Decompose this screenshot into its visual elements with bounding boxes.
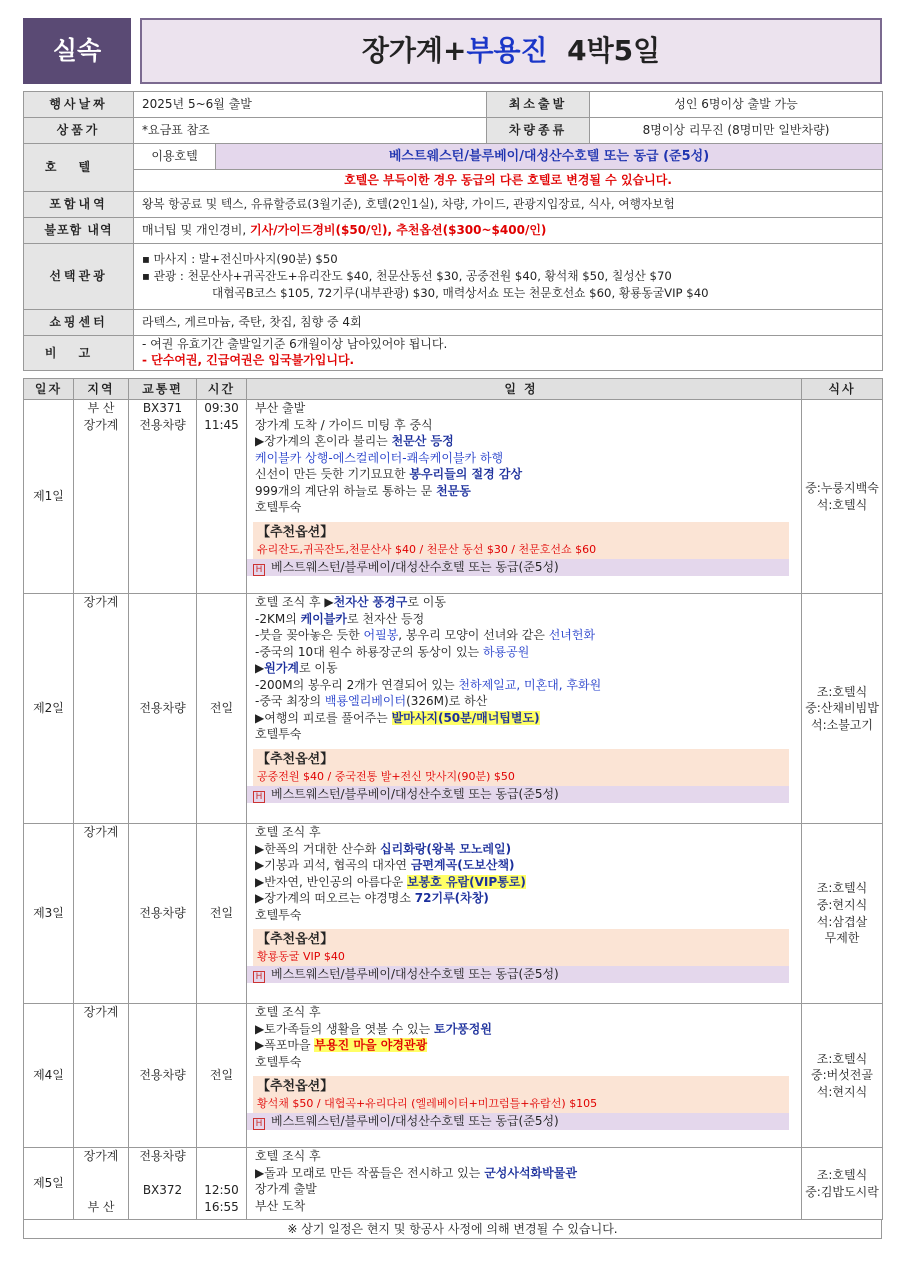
line-text: 로 천자산 등정	[346, 611, 425, 626]
itinerary-line	[255, 644, 793, 661]
footer-note: ※ 상기 일정은 현지 및 항공사 사정에 의해 변경될 수 있습니다.	[23, 1219, 882, 1239]
day-label: 제3일	[24, 824, 74, 1004]
line-text: -붓을 꽂아놓은 듯한	[255, 628, 364, 643]
shopping-value: 라텍스, 게르마늄, 죽탄, 찻집, 침향 중 4회	[134, 310, 883, 336]
day-itinerary	[247, 824, 802, 1004]
day-time: 전일	[197, 594, 247, 824]
option-text: 유리잔도,귀곡잔도,천문산사 $40 / 천문산 동선 $30 / 천문호선쇼 $60	[257, 542, 597, 556]
line-text: 999개의 계단위 하늘로 통하는 문	[255, 483, 437, 498]
day-transport: 전용차량	[129, 824, 197, 1004]
day-region: 장가계	[74, 1004, 129, 1148]
option-heading: 【추천옵션】	[257, 1079, 334, 1095]
line-text: ▶돌과 모래로 만든 작품들은 전시하고 있는	[255, 1165, 485, 1180]
hotel-icon: H	[253, 564, 265, 576]
day-itinerary	[247, 1004, 802, 1148]
period-value: 2025년 5~6월 출발	[134, 92, 487, 118]
price-value: *요금표 참조	[134, 118, 487, 144]
line-text: ▶장가계의 혼이라 불리는	[255, 434, 392, 449]
hotel-line	[247, 786, 789, 803]
itinerary-line	[255, 677, 793, 694]
min-label: 최소출발	[487, 92, 590, 118]
included-label: 포함내역	[24, 192, 134, 218]
col-itinerary: 일정	[247, 379, 802, 400]
meal-dinner-note: 무제한	[824, 931, 860, 946]
time-depart: 12:50	[204, 1183, 239, 1197]
day-transport	[129, 1148, 197, 1220]
day-meals	[802, 594, 883, 824]
day-meals	[802, 400, 883, 594]
option-text: 공중전원 $40 / 중국전통 발+전신 맛사지(90분) $50	[257, 769, 515, 783]
line-highlight: 천문산 등정	[391, 434, 454, 449]
itinerary-line: 호텔투숙	[255, 907, 302, 922]
day-meals	[802, 1148, 883, 1220]
line-place: 천하제일교, 미혼대, 후화원	[458, 677, 602, 692]
shopping-label: 쇼핑센터	[24, 310, 134, 336]
day-meals	[802, 1004, 883, 1148]
itinerary-line	[255, 466, 793, 483]
meal-lunch: 중:산채비빔밥	[805, 701, 879, 716]
info-table	[23, 91, 883, 371]
min-value: 성인 6명이상 출발 가능	[590, 92, 883, 118]
day-time: 전일	[197, 1004, 247, 1148]
option-tour-2: 대협곡B코스 $105, 72기루(내부관광) $30, 매력상서쇼 또는 천문호선쇼 $60, 황룡동굴VIP $40	[212, 285, 709, 300]
meal-lunch: 중:현지식	[816, 897, 868, 912]
title-dest-b: 부용진	[466, 33, 548, 67]
hotel-line	[247, 559, 789, 576]
hotel-icon: H	[253, 791, 265, 803]
line-text: ▶장가계의 떠오르는 야경명소	[255, 891, 415, 906]
itinerary-line: 호텔투숙	[255, 727, 302, 742]
line-text: ▶토가족들의 생활을 엿볼 수 있는	[255, 1021, 434, 1036]
day-row-3	[24, 824, 883, 1004]
hotel-icon: H	[253, 1118, 265, 1130]
line-highlight: 토가풍정원	[434, 1021, 492, 1036]
remarks-value	[134, 336, 883, 371]
meal-dinner: 석:호텔식	[816, 497, 868, 512]
itinerary-line	[255, 710, 793, 727]
itinerary-line	[255, 611, 793, 628]
line-place: 선녀헌화	[548, 628, 596, 643]
itinerary-line: 호텔 조식 후	[255, 1005, 321, 1019]
line-text: -중국의 10대 원수 하룡장군의 동상이 있는	[255, 644, 483, 659]
line-highlight: 원가계	[264, 661, 300, 676]
remarks-label: 비고	[24, 336, 134, 371]
hotel-text: 베스트웨스턴/블루베이/대성산수호텔 또는 동급(준5성)	[271, 1114, 559, 1129]
included-value: 왕복 항공료 및 텍스, 유류할증료(3월기준), 호텔(2인1실), 차량, 가이드, 관광지입장료, 식사, 여행자보험	[134, 192, 883, 218]
vehicle-type: 전용차량	[139, 417, 186, 432]
line-highlight: 천자산 풍경구	[333, 595, 408, 609]
time-depart: 09:30	[204, 401, 239, 415]
itinerary-line	[255, 594, 793, 611]
itinerary-line: 호텔 조식 후	[255, 1149, 321, 1163]
recommended-option-box	[253, 522, 789, 559]
line-text: 신선이 만든 듯한 기기묘묘한	[255, 467, 410, 482]
title-duration: 4박5일	[567, 33, 661, 67]
col-time: 시간	[197, 379, 247, 400]
recommended-option-box	[253, 1076, 789, 1113]
hotel-line	[247, 1113, 789, 1130]
meal-lunch: 중:누룽지백숙	[805, 480, 879, 495]
line-text: , 봉우리 모양이 선녀와 같은	[398, 628, 549, 643]
flight-number: BX371	[142, 401, 183, 415]
option-massage: ▪ 마사지 : 발+전신마사지(90분) $50	[142, 252, 338, 267]
options-label: 선택관광	[24, 244, 134, 310]
hotel-line	[247, 966, 789, 983]
schedule-table	[23, 378, 883, 1220]
hotel-note: 호텔은 부득이한 경우 동급의 다른 호텔로 변경될 수 있습니다.	[134, 170, 883, 192]
meal-breakfast: 조:호텔식	[816, 684, 868, 699]
day-transport: 전용차량	[129, 594, 197, 824]
meal-dinner: 석:현지식	[816, 1084, 868, 1099]
meal-breakfast: 조:호텔식	[816, 881, 868, 896]
itinerary-line	[255, 857, 793, 874]
itinerary-line: 장가계 도착 / 가이드 미팅 후 중식	[255, 417, 433, 432]
line-text: ▶한폭의 거대한 산수화	[255, 841, 381, 856]
day-time	[197, 1148, 247, 1220]
category-badge: 실속	[23, 18, 131, 84]
options-value	[134, 244, 883, 310]
day-transport	[129, 400, 197, 594]
page-title	[140, 18, 882, 84]
itinerary-line	[255, 1037, 793, 1054]
flight-number: BX372	[142, 1182, 183, 1197]
itinerary-line	[255, 1165, 793, 1182]
period-label: 행사날짜	[24, 92, 134, 118]
region-arrive: 장가계	[83, 417, 119, 432]
col-region: 지역	[74, 379, 129, 400]
itinerary-line	[255, 874, 793, 891]
line-text: ▶반자연, 반인공의 아름다운	[255, 874, 407, 889]
line-highlight: 금편계곡(도보산책)	[410, 858, 515, 873]
meal-lunch: 중:버섯전골	[810, 1068, 873, 1083]
excluded-text: 매너팁 및 개인경비,	[142, 223, 250, 238]
itinerary-line	[255, 433, 793, 450]
line-text: -2KM의	[255, 611, 301, 626]
col-day: 일자	[24, 379, 74, 400]
option-text: 황룡동굴 VIP $40	[257, 950, 345, 964]
line-highlight: 발마사지(50분/매너팁별도)	[391, 710, 540, 725]
itinerary-line	[255, 483, 793, 500]
day-itinerary	[247, 400, 802, 594]
day-row-1	[24, 400, 883, 594]
line-text: 호텔 조식 후 ▶	[255, 595, 334, 609]
day-itinerary	[247, 594, 802, 824]
day-row-2	[24, 594, 883, 824]
option-text: 황석채 $50 / 대협곡+유리다리 (엘레베이터+미끄럼틀+유람선) $105	[257, 1097, 598, 1111]
hotel-name: 베스트웨스턴/블루베이/대성산수호텔 또는 동급 (준5성)	[216, 144, 883, 170]
day-region: 장가계	[74, 824, 129, 1004]
line-text: -중국 최장의	[255, 694, 325, 709]
meal-lunch: 중:김밥도시락	[805, 1184, 879, 1199]
line-text: ▶	[255, 661, 265, 676]
itinerary-line	[255, 627, 793, 644]
recommended-option-box	[253, 749, 789, 786]
day-label: 제5일	[24, 1148, 74, 1220]
day-meals	[802, 824, 883, 1004]
line-highlight: 부용진 마을 야경관광	[314, 1038, 428, 1053]
day-row-4	[24, 1004, 883, 1148]
day-itinerary	[247, 1148, 802, 1220]
itinerary-line	[255, 841, 793, 858]
col-meal: 식사	[802, 379, 883, 400]
itinerary-line	[255, 890, 793, 907]
time-arrive: 11:45	[204, 417, 239, 432]
line-highlight: 72기루(차창)	[414, 891, 489, 906]
day-region: 장가계	[74, 594, 129, 824]
hotel-label: 호텔	[24, 144, 134, 192]
title-dest-a: 장가계	[361, 33, 443, 67]
itinerary-line: 장가계 출발	[255, 1182, 317, 1197]
day-transport: 전용차량	[129, 1004, 197, 1148]
line-text: (326M)로 하산	[406, 694, 488, 709]
meal-dinner: 석:삼겹살	[816, 914, 868, 929]
line-text: 로 이동	[299, 661, 338, 676]
itinerary-line	[255, 660, 793, 677]
hotel-text: 베스트웨스턴/블루베이/대성산수호텔 또는 동급(준5성)	[271, 787, 559, 802]
day-label: 제1일	[24, 400, 74, 594]
itinerary-line: 케이블카 상행-에스컬레이터-쾌속케이블카 하행	[255, 450, 504, 465]
remark-passport: - 여권 유효기간 출발일기준 6개월이상 남아있어야 됩니다.	[142, 337, 448, 352]
option-tour-1: ▪ 관광 : 천문산사+귀곡잔도+유리잔도 $40, 천문산동선 $30, 공중전원 $40, 황석채 $50, 칠성산 $70	[142, 269, 672, 284]
meal-breakfast: 조:호텔식	[816, 1167, 868, 1182]
meal-breakfast: 조:호텔식	[816, 1051, 868, 1066]
day-label: 제4일	[24, 1004, 74, 1148]
option-heading: 【추천옵션】	[257, 932, 334, 948]
day-label: 제2일	[24, 594, 74, 824]
line-place: 하룡공원	[482, 644, 530, 659]
line-text: 로 이동	[407, 595, 446, 609]
hotel-text: 베스트웨스턴/블루베이/대성산수호텔 또는 동급(준5성)	[271, 967, 559, 982]
itinerary-line: 부산 도착	[255, 1198, 306, 1213]
line-text: -200M의 봉우리 2개가 연결되어 있는	[255, 677, 459, 692]
itinerary-line	[255, 1021, 793, 1038]
itinerary-line: 호텔 조식 후	[255, 825, 321, 839]
line-highlight: 천문동	[436, 483, 471, 498]
line-highlight: 봉우리들의 절경 감상	[409, 467, 523, 482]
itinerary-line: 호텔투숙	[255, 1054, 302, 1069]
line-text: ▶폭포마을	[255, 1038, 315, 1053]
price-label: 상품가	[24, 118, 134, 144]
day-region	[74, 1148, 129, 1220]
excluded-fees: 기사/가이드경비($50/인), 추천옵션($300~$400/인)	[250, 223, 547, 238]
excluded-value	[134, 218, 883, 244]
recommended-option-box	[253, 929, 789, 966]
vehicle-label: 차량종류	[487, 118, 590, 144]
line-text: ▶기봉과 괴석, 협곡의 대자연	[255, 858, 411, 873]
vehicle-value: 8명이상 리무진 (8명미만 일반차량)	[590, 118, 883, 144]
line-text: ▶여행의 피로를 풀어주는	[255, 710, 392, 725]
excluded-label: 불포함 내역	[24, 218, 134, 244]
meal-dinner: 석:소불고기	[810, 717, 873, 732]
itinerary-line: 부산 출발	[255, 401, 306, 415]
remark-entry: - 단수여권, 긴급여권은 입국불가입니다.	[142, 353, 355, 367]
page-header	[23, 18, 882, 84]
line-highlight: 케이블카	[300, 611, 347, 626]
region-arrive: 부 산	[87, 1199, 115, 1214]
day-row-5	[24, 1148, 883, 1220]
line-place: 어필봉	[363, 628, 399, 643]
line-highlight: 보봉호 유람(VIP통로)	[407, 874, 526, 889]
option-heading: 【추천옵션】	[257, 751, 334, 767]
day-time	[197, 400, 247, 594]
itinerary-line: 호텔투숙	[255, 500, 302, 515]
hotel-icon: H	[253, 971, 265, 983]
title-plus: +	[442, 33, 467, 67]
time-arrive: 16:55	[204, 1199, 239, 1214]
hotel-sub-label: 이용호텔	[134, 144, 216, 170]
line-highlight: 군성사석화박물관	[484, 1165, 577, 1180]
col-transport: 교통편	[129, 379, 197, 400]
hotel-text: 베스트웨스턴/블루베이/대성산수호텔 또는 동급(준5성)	[271, 559, 559, 574]
vehicle-type: 전용차량	[139, 1149, 186, 1163]
region-depart: 부 산	[87, 401, 115, 415]
day-time: 전일	[197, 824, 247, 1004]
option-heading: 【추천옵션】	[257, 524, 334, 540]
day-region	[74, 400, 129, 594]
line-place: 백룡엘리베이터	[324, 694, 407, 709]
line-highlight: 십리화랑(왕복 모노레일)	[380, 841, 512, 856]
itinerary-line	[255, 693, 793, 710]
region-depart: 장가계	[83, 1149, 119, 1163]
